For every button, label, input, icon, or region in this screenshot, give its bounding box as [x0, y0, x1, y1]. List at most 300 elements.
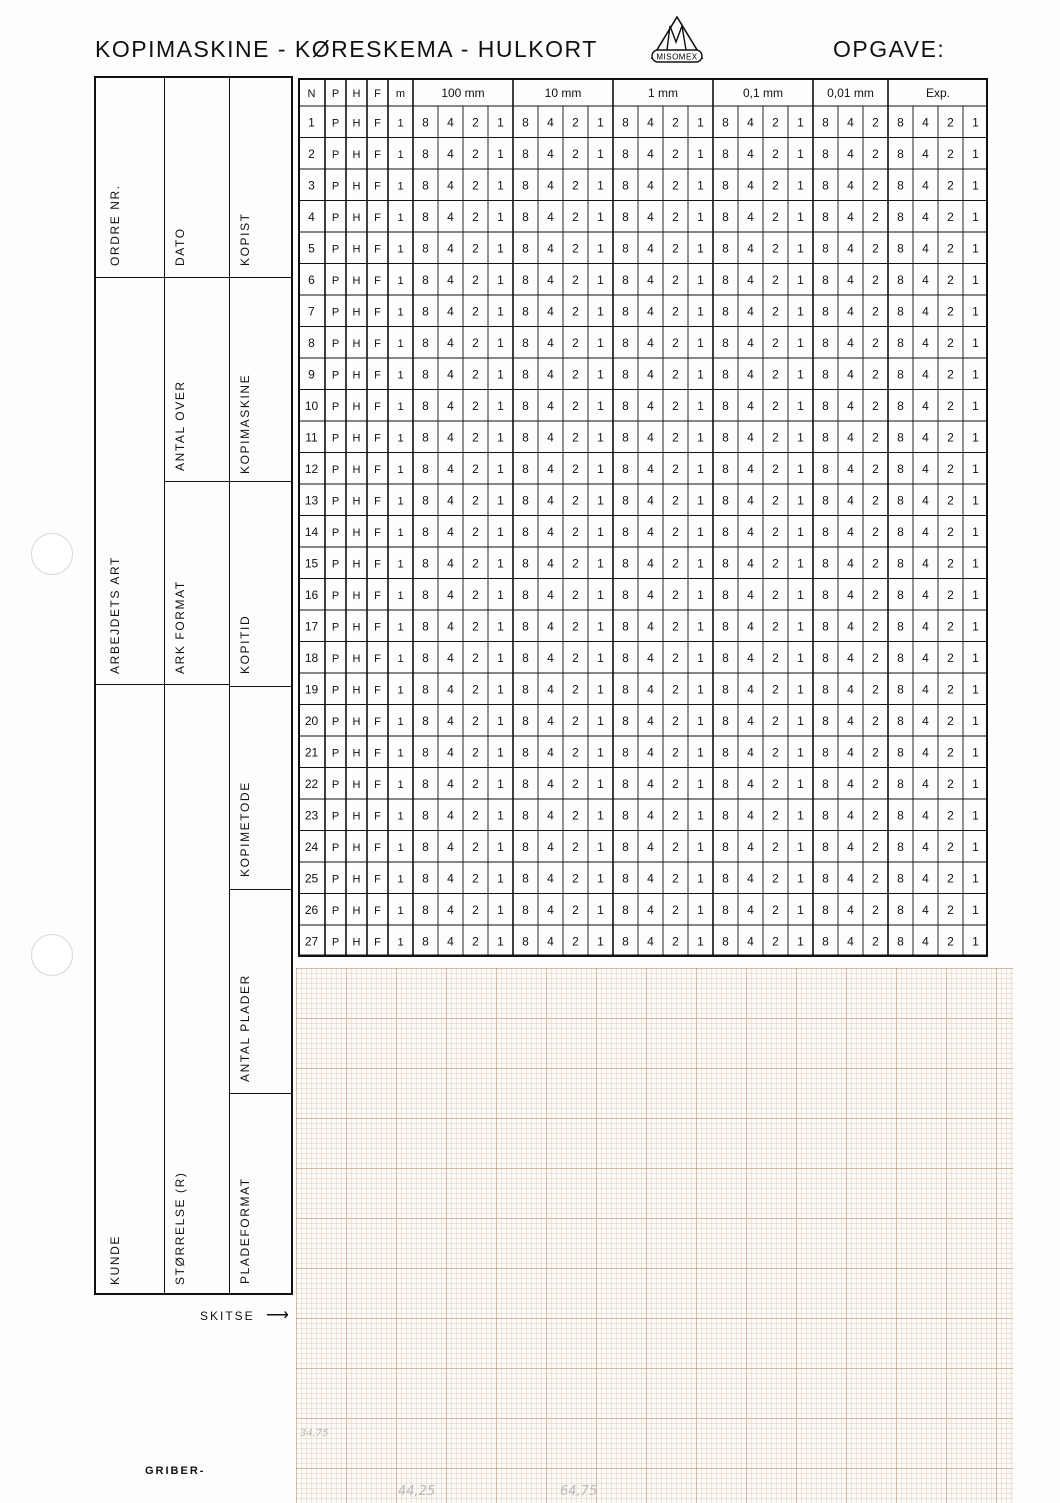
- row-cell-h: H: [352, 526, 361, 539]
- row-digit-cell: 2: [472, 524, 479, 539]
- row-number: 26: [304, 902, 319, 917]
- row-digit-cell: 2: [872, 493, 879, 508]
- row-digit-cell: 2: [772, 934, 779, 949]
- row-digit-cell: 8: [822, 272, 829, 287]
- row-digit-cell: 8: [822, 839, 829, 854]
- row-digit-cell: 2: [772, 808, 779, 823]
- row-digit-cell: 4: [647, 587, 654, 602]
- row-digit-cell: 8: [722, 871, 729, 886]
- row-digit-cell: 2: [672, 934, 679, 949]
- row-digit-cell: 2: [572, 650, 579, 665]
- row-digit-cell: 2: [572, 461, 579, 476]
- row-digit-cell: 4: [447, 209, 454, 224]
- row-digit-cell: 4: [647, 556, 654, 571]
- row-digit-cell: 4: [847, 304, 854, 319]
- row-digit-cell: 4: [447, 839, 454, 854]
- row-digit-cell: 2: [872, 335, 879, 350]
- kopist-field[interactable]: [230, 78, 291, 278]
- row-digit-cell: 2: [772, 115, 779, 130]
- row-digit-cell: 2: [872, 587, 879, 602]
- row-digit-cell: 4: [547, 367, 554, 382]
- row-digit-cell: 8: [822, 556, 829, 571]
- row-digit-cell: 8: [522, 650, 529, 665]
- row-digit-cell: 1: [697, 241, 704, 256]
- row-exp-cell: 1: [972, 839, 979, 854]
- row-digit-cell: 4: [547, 430, 554, 445]
- row-digit-cell: 2: [572, 839, 579, 854]
- row-cell-m: 1: [397, 274, 404, 287]
- row-digit-cell: 8: [622, 430, 629, 445]
- row-cell-p: P: [331, 652, 340, 665]
- row-cell-f: F: [374, 715, 381, 728]
- row-cell-f: F: [374, 306, 381, 319]
- row-exp-cell: 4: [922, 304, 929, 319]
- row-digit-cell: 1: [797, 461, 804, 476]
- row-cell-h: H: [352, 841, 361, 854]
- row-cell-m: 1: [397, 400, 404, 413]
- row-digit-cell: 2: [672, 682, 679, 697]
- row-number: 18: [304, 650, 319, 665]
- row-digit-cell: 1: [597, 115, 604, 130]
- row-digit-cell: 8: [422, 808, 429, 823]
- row-digit-cell: 4: [647, 619, 654, 634]
- row-digit-cell: 2: [772, 650, 779, 665]
- row-digit-cell: 1: [797, 367, 804, 382]
- row-digit-cell: 8: [622, 178, 629, 193]
- row-number: 9: [308, 367, 315, 382]
- row-exp-cell: 8: [897, 839, 904, 854]
- row-digit-cell: 4: [747, 713, 754, 728]
- row-digit-cell: 4: [847, 367, 854, 382]
- row-digit-cell: 8: [522, 209, 529, 224]
- table-header-2: H: [352, 88, 361, 100]
- row-digit-cell: 2: [472, 745, 479, 760]
- antal-plader-field[interactable]: [230, 890, 291, 1094]
- row-cell-f: F: [374, 778, 381, 791]
- row-exp-cell: 8: [897, 808, 904, 823]
- row-digit-cell: 4: [447, 461, 454, 476]
- row-digit-cell: 1: [697, 713, 704, 728]
- row-digit-cell: 8: [522, 304, 529, 319]
- row-digit-cell: 8: [822, 367, 829, 382]
- row-digit-cell: 1: [497, 335, 504, 350]
- row-digit-cell: 1: [797, 713, 804, 728]
- row-digit-cell: 8: [722, 556, 729, 571]
- row-digit-cell: 8: [422, 367, 429, 382]
- row-cell-f: F: [374, 117, 381, 130]
- kopitid-field[interactable]: [230, 482, 291, 687]
- row-digit-cell: 2: [672, 776, 679, 791]
- row-digit-cell: 8: [422, 713, 429, 728]
- sketch-graph-paper[interactable]: [296, 968, 1013, 1503]
- row-exp-cell: 8: [897, 745, 904, 760]
- row-digit-cell: 1: [697, 682, 704, 697]
- row-digit-cell: 8: [822, 524, 829, 539]
- row-digit-cell: 1: [797, 587, 804, 602]
- row-digit-cell: 4: [447, 871, 454, 886]
- row-digit-cell: 2: [772, 839, 779, 854]
- row-number: 20: [304, 713, 319, 728]
- row-digit-cell: 2: [572, 808, 579, 823]
- row-digit-cell: 8: [722, 335, 729, 350]
- row-digit-cell: 2: [772, 556, 779, 571]
- row-digit-cell: 8: [522, 934, 529, 949]
- row-digit-cell: 8: [822, 398, 829, 413]
- row-exp-cell: 8: [897, 650, 904, 665]
- row-digit-cell: 2: [772, 493, 779, 508]
- kopimetode-field[interactable]: [230, 687, 291, 890]
- row-digit-cell: 8: [622, 241, 629, 256]
- row-exp-cell: 4: [922, 272, 929, 287]
- row-digit-cell: 2: [772, 713, 779, 728]
- row-digit-cell: 1: [597, 178, 604, 193]
- row-digit-cell: 4: [747, 209, 754, 224]
- row-exp-cell: 4: [922, 335, 929, 350]
- row-digit-cell: 8: [822, 335, 829, 350]
- row-cell-f: F: [374, 589, 381, 602]
- row-digit-cell: 1: [797, 776, 804, 791]
- row-digit-cell: 1: [597, 839, 604, 854]
- row-digit-cell: 2: [872, 871, 879, 886]
- row-digit-cell: 1: [497, 902, 504, 917]
- row-digit-cell: 4: [747, 902, 754, 917]
- row-digit-cell: 4: [847, 934, 854, 949]
- row-digit-cell: 8: [522, 808, 529, 823]
- row-digit-cell: 1: [497, 713, 504, 728]
- row-digit-cell: 2: [672, 209, 679, 224]
- row-digit-cell: 4: [547, 209, 554, 224]
- row-digit-cell: 2: [572, 713, 579, 728]
- row-digit-cell: 8: [522, 493, 529, 508]
- row-exp-cell: 4: [922, 871, 929, 886]
- row-digit-cell: 1: [597, 272, 604, 287]
- row-digit-cell: 8: [522, 241, 529, 256]
- row-exp-cell: 8: [897, 556, 904, 571]
- row-digit-cell: 8: [422, 839, 429, 854]
- row-exp-cell: 2: [947, 871, 954, 886]
- row-digit-cell: 8: [622, 808, 629, 823]
- row-digit-cell: 4: [747, 146, 754, 161]
- row-digit-cell: 8: [622, 902, 629, 917]
- kopimaskine-field[interactable]: [230, 278, 291, 482]
- row-cell-f: F: [374, 369, 381, 382]
- row-digit-cell: 4: [547, 713, 554, 728]
- row-digit-cell: 8: [522, 524, 529, 539]
- row-cell-m: 1: [397, 432, 404, 445]
- row-digit-cell: 4: [747, 871, 754, 886]
- row-digit-cell: 2: [572, 682, 579, 697]
- table-header-3: F: [374, 88, 381, 100]
- row-digit-cell: 1: [697, 587, 704, 602]
- table-header-0: N: [307, 88, 316, 100]
- row-digit-cell: 4: [547, 650, 554, 665]
- row-digit-cell: 4: [547, 808, 554, 823]
- row-digit-cell: 4: [547, 146, 554, 161]
- row-exp-cell: 1: [972, 146, 979, 161]
- row-cell-f: F: [374, 180, 381, 193]
- row-digit-cell: 2: [572, 209, 579, 224]
- row-number: 7: [308, 304, 315, 319]
- row-digit-cell: 2: [572, 178, 579, 193]
- row-digit-cell: 1: [697, 272, 704, 287]
- row-exp-cell: 1: [972, 241, 979, 256]
- row-digit-cell: 8: [422, 461, 429, 476]
- row-cell-h: H: [352, 243, 361, 256]
- row-digit-cell: 2: [772, 587, 779, 602]
- row-exp-cell: 2: [947, 808, 954, 823]
- row-digit-cell: 2: [472, 556, 479, 571]
- pencil-note-left: 34,75: [300, 1428, 329, 1439]
- row-digit-cell: 8: [822, 934, 829, 949]
- row-digit-cell: 2: [672, 272, 679, 287]
- row-digit-cell: 8: [522, 367, 529, 382]
- row-exp-cell: 4: [922, 146, 929, 161]
- row-number: 14: [304, 524, 319, 539]
- row-exp-cell: 1: [972, 115, 979, 130]
- row-digit-cell: 2: [872, 430, 879, 445]
- row-digit-cell: 1: [497, 367, 504, 382]
- pencil-note-bottom-1: 44,25: [398, 1484, 436, 1499]
- row-cell-h: H: [352, 463, 361, 476]
- row-exp-cell: 4: [922, 650, 929, 665]
- logo-text: MISOMEX: [656, 52, 698, 62]
- row-cell-h: H: [352, 558, 361, 571]
- row-digit-cell: 8: [422, 398, 429, 413]
- table-header-7: 1 mm: [648, 86, 678, 100]
- row-number: 2: [308, 146, 315, 161]
- row-digit-cell: 1: [597, 556, 604, 571]
- kopimaskine-label: KOPIMASKINE: [238, 373, 252, 474]
- row-digit-cell: 4: [747, 619, 754, 634]
- row-exp-cell: 8: [897, 430, 904, 445]
- row-cell-h: H: [352, 432, 361, 445]
- row-digit-cell: 8: [722, 745, 729, 760]
- row-exp-cell: 2: [947, 839, 954, 854]
- row-cell-f: F: [374, 558, 381, 571]
- row-exp-cell: 2: [947, 178, 954, 193]
- row-digit-cell: 8: [722, 839, 729, 854]
- row-cell-p: P: [331, 463, 340, 476]
- row-digit-cell: 8: [622, 871, 629, 886]
- row-digit-cell: 2: [672, 902, 679, 917]
- table-header-6: 10 mm: [544, 86, 582, 100]
- row-digit-cell: 8: [522, 902, 529, 917]
- row-digit-cell: 8: [522, 839, 529, 854]
- row-digit-cell: 8: [722, 241, 729, 256]
- row-cell-h: H: [352, 873, 361, 886]
- row-digit-cell: 4: [447, 304, 454, 319]
- row-digit-cell: 1: [697, 934, 704, 949]
- row-cell-m: 1: [397, 211, 404, 224]
- row-digit-cell: 1: [497, 209, 504, 224]
- row-digit-cell: 1: [697, 776, 704, 791]
- row-exp-cell: 8: [897, 272, 904, 287]
- row-digit-cell: 4: [847, 650, 854, 665]
- row-number: 22: [304, 776, 319, 791]
- row-digit-cell: 8: [722, 178, 729, 193]
- row-digit-cell: 2: [872, 146, 879, 161]
- row-digit-cell: 4: [747, 556, 754, 571]
- row-digit-cell: 4: [547, 839, 554, 854]
- row-digit-cell: 2: [472, 146, 479, 161]
- row-digit-cell: 8: [422, 430, 429, 445]
- row-digit-cell: 2: [572, 304, 579, 319]
- row-exp-cell: 2: [947, 304, 954, 319]
- row-digit-cell: 1: [797, 619, 804, 634]
- row-digit-cell: 8: [422, 524, 429, 539]
- row-exp-cell: 4: [922, 934, 929, 949]
- row-cell-f: F: [374, 936, 381, 949]
- row-digit-cell: 2: [672, 430, 679, 445]
- row-exp-cell: 4: [922, 178, 929, 193]
- row-cell-m: 1: [397, 810, 404, 823]
- row-digit-cell: 2: [872, 650, 879, 665]
- row-digit-cell: 4: [647, 209, 654, 224]
- row-digit-cell: 4: [547, 241, 554, 256]
- row-digit-cell: 2: [472, 304, 479, 319]
- row-digit-cell: 1: [597, 524, 604, 539]
- row-cell-p: P: [331, 558, 340, 571]
- row-digit-cell: 4: [447, 556, 454, 571]
- row-digit-cell: 1: [797, 650, 804, 665]
- row-digit-cell: 4: [747, 461, 754, 476]
- row-exp-cell: 8: [897, 587, 904, 602]
- row-digit-cell: 2: [672, 335, 679, 350]
- row-digit-cell: 4: [447, 367, 454, 382]
- row-exp-cell: 8: [897, 398, 904, 413]
- row-digit-cell: 2: [872, 367, 879, 382]
- row-digit-cell: 2: [872, 839, 879, 854]
- row-digit-cell: 8: [722, 524, 729, 539]
- ark-format-label: ARK FORMAT: [173, 580, 187, 674]
- row-cell-p: P: [331, 337, 340, 350]
- ordre-nr-field[interactable]: [96, 78, 165, 278]
- row-cell-h: H: [352, 810, 361, 823]
- row-exp-cell: 2: [947, 241, 954, 256]
- row-digit-cell: 4: [847, 871, 854, 886]
- row-digit-cell: 8: [622, 839, 629, 854]
- kunde-label: KUNDE: [108, 1234, 122, 1285]
- row-digit-cell: 4: [747, 745, 754, 760]
- row-exp-cell: 2: [947, 493, 954, 508]
- row-digit-cell: 8: [422, 493, 429, 508]
- row-digit-cell: 4: [747, 398, 754, 413]
- row-digit-cell: 4: [547, 272, 554, 287]
- row-cell-h: H: [352, 117, 361, 130]
- row-digit-cell: 2: [472, 587, 479, 602]
- row-digit-cell: 2: [672, 839, 679, 854]
- row-digit-cell: 1: [497, 619, 504, 634]
- row-digit-cell: 2: [672, 241, 679, 256]
- row-digit-cell: 4: [647, 713, 654, 728]
- row-digit-cell: 1: [697, 556, 704, 571]
- row-digit-cell: 4: [847, 430, 854, 445]
- row-cell-f: F: [374, 243, 381, 256]
- kunde-field[interactable]: [96, 685, 165, 1295]
- dato-field[interactable]: [165, 78, 230, 278]
- ark-format-field[interactable]: [165, 482, 230, 685]
- row-digit-cell: 8: [622, 272, 629, 287]
- row-digit-cell: 8: [822, 178, 829, 193]
- row-cell-h: H: [352, 337, 361, 350]
- row-exp-cell: 1: [972, 430, 979, 445]
- arbejdets-art-field[interactable]: [96, 278, 165, 685]
- row-digit-cell: 8: [722, 650, 729, 665]
- row-digit-cell: 2: [872, 776, 879, 791]
- row-number: 11: [305, 430, 318, 445]
- row-digit-cell: 1: [497, 115, 504, 130]
- row-digit-cell: 8: [822, 115, 829, 130]
- row-digit-cell: 1: [497, 241, 504, 256]
- row-cell-m: 1: [397, 369, 404, 382]
- row-digit-cell: 4: [847, 776, 854, 791]
- row-digit-cell: 4: [547, 304, 554, 319]
- row-exp-cell: 2: [947, 430, 954, 445]
- row-digit-cell: 4: [647, 178, 654, 193]
- row-cell-h: H: [352, 652, 361, 665]
- arrow-right-icon: ⟶: [266, 1307, 291, 1324]
- row-digit-cell: 8: [522, 115, 529, 130]
- row-digit-cell: 2: [472, 398, 479, 413]
- row-digit-cell: 4: [747, 587, 754, 602]
- antal-over-label: ANTAL OVER: [173, 380, 187, 471]
- row-digit-cell: 1: [497, 808, 504, 823]
- row-digit-cell: 8: [722, 398, 729, 413]
- row-digit-cell: 2: [572, 934, 579, 949]
- row-digit-cell: 8: [722, 808, 729, 823]
- row-digit-cell: 1: [597, 619, 604, 634]
- row-exp-cell: 8: [897, 493, 904, 508]
- row-cell-m: 1: [397, 463, 404, 476]
- antal-over-field[interactable]: [165, 278, 230, 482]
- stoerrelse-field[interactable]: [165, 685, 230, 1295]
- row-digit-cell: 1: [697, 178, 704, 193]
- row-digit-cell: 1: [797, 209, 804, 224]
- row-digit-cell: 1: [797, 745, 804, 760]
- row-digit-cell: 8: [722, 934, 729, 949]
- row-digit-cell: 4: [847, 713, 854, 728]
- row-digit-cell: 8: [822, 493, 829, 508]
- row-digit-cell: 4: [647, 335, 654, 350]
- row-exp-cell: 1: [972, 745, 979, 760]
- row-cell-f: F: [374, 904, 381, 917]
- row-digit-cell: 4: [847, 335, 854, 350]
- row-digit-cell: 2: [672, 650, 679, 665]
- row-cell-h: H: [352, 148, 361, 161]
- row-digit-cell: 2: [672, 304, 679, 319]
- row-digit-cell: 8: [822, 619, 829, 634]
- row-digit-cell: 1: [697, 902, 704, 917]
- row-digit-cell: 8: [722, 619, 729, 634]
- pladeformat-field[interactable]: [230, 1094, 291, 1295]
- row-digit-cell: 1: [597, 871, 604, 886]
- row-digit-cell: 4: [747, 682, 754, 697]
- row-digit-cell: 4: [547, 115, 554, 130]
- row-digit-cell: 4: [547, 398, 554, 413]
- row-number: 24: [304, 839, 319, 854]
- row-exp-cell: 8: [897, 335, 904, 350]
- row-cell-h: H: [352, 589, 361, 602]
- row-digit-cell: 2: [772, 335, 779, 350]
- row-digit-cell: 2: [472, 808, 479, 823]
- row-digit-cell: 8: [422, 902, 429, 917]
- row-digit-cell: 1: [497, 776, 504, 791]
- row-digit-cell: 4: [647, 745, 654, 760]
- row-exp-cell: 4: [922, 241, 929, 256]
- row-digit-cell: 4: [447, 272, 454, 287]
- row-digit-cell: 2: [672, 524, 679, 539]
- misomex-logo: [648, 14, 706, 66]
